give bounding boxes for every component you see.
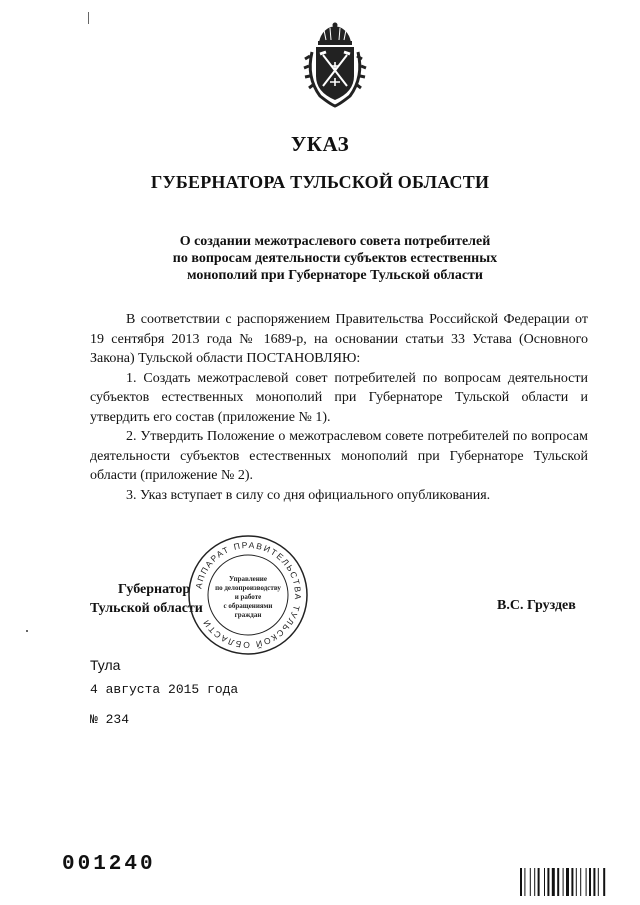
document-body bbox=[90, 310, 588, 505]
serial-number: 001240 bbox=[62, 853, 156, 876]
barcode-bar bbox=[534, 868, 535, 896]
document-subtitle: ГУБЕРНАТОРА ТУЛЬСКОЙ ОБЛАСТИ bbox=[150, 172, 490, 192]
barcode-bar bbox=[589, 868, 591, 896]
barcode-bar bbox=[598, 868, 599, 896]
stamp-ring-text: АППАРАТ ПРАВИТЕЛЬСТВА ТУЛЬСКОЙ ОБЛАСТИ bbox=[193, 539, 304, 651]
barcode-bar bbox=[530, 868, 531, 896]
subject-line: монополий при Губернаторе Тульской области bbox=[187, 268, 483, 283]
city: Тула bbox=[90, 657, 121, 673]
barcode-bar bbox=[603, 868, 605, 896]
official-stamp bbox=[186, 533, 310, 657]
barcode-bar bbox=[520, 868, 522, 896]
barcode-bar bbox=[580, 868, 581, 896]
decree-item-2: 2. Утвердить Положение о межотраслевом совете потребителей по вопросам деятельности субъектов естественных монополий при Губернаторе Тульской области (приложение № 2). bbox=[90, 429, 588, 483]
document-number: № 234 bbox=[90, 712, 130, 727]
position-line: Тульской области bbox=[90, 601, 203, 616]
barcode-bar bbox=[576, 868, 577, 896]
barcode-bar bbox=[571, 868, 573, 896]
document-date: 4 августа 2015 года bbox=[90, 682, 239, 697]
decree-item-1: 1. Создать межотраслевой совет потребителей по вопросам деятельности субъектов естественных монополий при Губернаторе Тульской области и утвердить его состав (приложение № 1). bbox=[90, 370, 588, 425]
stamp-center-line: с обращениями bbox=[223, 602, 273, 610]
stamp-center-line: и работе bbox=[234, 593, 262, 601]
barcode bbox=[520, 868, 624, 896]
barcode-bar bbox=[566, 868, 569, 896]
barcode-bar bbox=[524, 868, 525, 896]
barcode-bar bbox=[563, 868, 564, 896]
document-subject bbox=[120, 233, 550, 284]
scan-speck bbox=[88, 12, 89, 24]
stamp-center-line: граждан bbox=[234, 611, 262, 619]
barcode-bar bbox=[538, 868, 540, 896]
coat-of-arms-emblem bbox=[302, 22, 368, 108]
position-line: Губернатор bbox=[118, 582, 191, 597]
document-title: УКАЗ bbox=[290, 132, 350, 156]
barcode-bar bbox=[547, 868, 549, 896]
barcode-bar bbox=[593, 868, 595, 896]
barcode-bar bbox=[586, 868, 587, 896]
scan-speck bbox=[26, 630, 28, 632]
barcode-bar bbox=[544, 868, 545, 896]
stamp-center-line: по делопроизводству bbox=[215, 584, 281, 592]
preamble-paragraph: В соответствии с распоряжением Правительства Российской Федерации от 19 сентября 2013 года № 1689-р, на основании статьи 33 Устава (Основного Закона) Тульской области ПОСТАНОВЛЯЮ: bbox=[90, 312, 588, 366]
decree-item-3: 3. Указ вступает в силу со дня официального опубликования. bbox=[126, 487, 491, 503]
subject-line: О создании межотраслевого совета потребителей bbox=[179, 234, 491, 249]
barcode-bar bbox=[557, 868, 559, 896]
stamp-center-line: Управление bbox=[229, 575, 267, 583]
subject-line: по вопросам деятельности субъектов естественных bbox=[172, 251, 498, 266]
barcode-bar bbox=[552, 868, 555, 896]
signatory-name: В.С. Груздев bbox=[497, 598, 576, 613]
